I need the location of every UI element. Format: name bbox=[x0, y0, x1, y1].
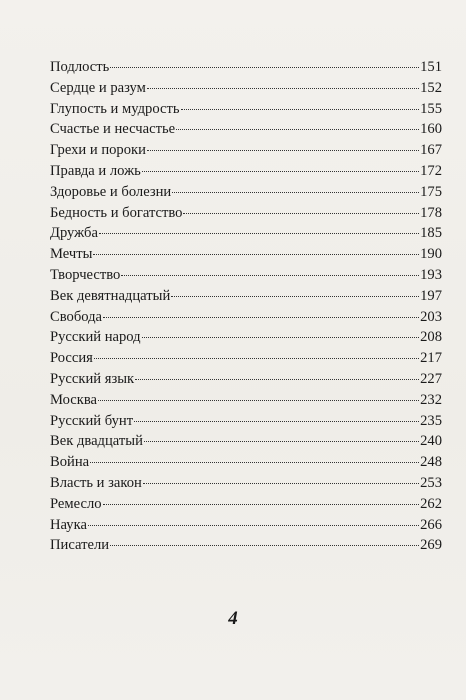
toc-entry-page: 193 bbox=[420, 266, 442, 283]
dot-leader bbox=[98, 400, 419, 401]
toc-entry bbox=[50, 99, 442, 120]
toc-entry-title: Здоровье и болезни bbox=[50, 183, 172, 200]
toc-entry-title: Ремесло bbox=[50, 495, 102, 512]
dot-leader bbox=[143, 483, 419, 484]
dot-leader bbox=[88, 525, 419, 526]
toc-entry-title: Свобода bbox=[50, 308, 103, 325]
toc-entry bbox=[50, 535, 442, 556]
toc-entry-page: 232 bbox=[420, 391, 442, 408]
toc-entry bbox=[50, 57, 442, 78]
toc-entry-title: Творчество bbox=[50, 266, 121, 283]
toc-entry-title: Глупость и мудрость bbox=[50, 100, 180, 117]
dot-leader bbox=[144, 441, 419, 442]
toc-entry bbox=[50, 182, 442, 203]
toc-entry-title: Правда и ложь bbox=[50, 162, 141, 179]
dot-leader bbox=[142, 171, 419, 172]
toc-entry-title: Грехи и пороки bbox=[50, 142, 146, 159]
toc-entry bbox=[50, 494, 442, 515]
toc-entry-title: Русский народ bbox=[50, 329, 141, 346]
dot-leader bbox=[90, 462, 419, 463]
toc-entry-page: 160 bbox=[420, 121, 442, 138]
toc-entry-page: 227 bbox=[420, 370, 442, 387]
toc-entry bbox=[50, 327, 442, 348]
toc-entry bbox=[50, 223, 442, 244]
toc-entry bbox=[50, 431, 442, 452]
toc-entry-page: 190 bbox=[420, 246, 442, 263]
toc-entry-page: 253 bbox=[420, 474, 442, 491]
toc-entry-title: Век девятнадцатый bbox=[50, 287, 171, 304]
dot-leader bbox=[147, 88, 419, 89]
toc-entry-page: 151 bbox=[420, 59, 442, 75]
toc-entry-page: 167 bbox=[420, 142, 442, 159]
dot-leader bbox=[142, 337, 419, 338]
toc-entry bbox=[50, 244, 442, 265]
toc-entry bbox=[50, 265, 442, 286]
toc-entry bbox=[50, 78, 442, 99]
toc-entry-title: Война bbox=[50, 454, 90, 471]
toc-entry-page: 266 bbox=[420, 516, 442, 533]
dot-leader bbox=[121, 275, 419, 276]
toc-entry-page: 175 bbox=[420, 183, 442, 200]
toc-entry-title: Сердце и разум bbox=[50, 79, 146, 96]
toc-entry-title: Дружба bbox=[50, 225, 98, 242]
toc-entry bbox=[50, 286, 442, 307]
toc-entry-title: Мечты bbox=[50, 246, 93, 263]
dot-leader bbox=[135, 379, 419, 380]
page-number: 4 bbox=[228, 608, 238, 629]
toc-entry-page: 172 bbox=[420, 162, 442, 179]
toc-entry bbox=[50, 411, 442, 432]
dot-leader bbox=[183, 213, 419, 214]
dot-leader bbox=[110, 545, 419, 546]
toc-entry bbox=[50, 473, 442, 494]
toc-entry-page: 217 bbox=[420, 350, 442, 367]
dot-leader bbox=[94, 358, 419, 359]
toc-entry-page: 152 bbox=[420, 79, 442, 96]
toc-entry-page: 262 bbox=[420, 495, 442, 512]
dot-leader bbox=[103, 504, 420, 505]
dot-leader bbox=[93, 254, 419, 255]
toc-entry-page: 185 bbox=[420, 225, 442, 242]
toc-entry-title: Русский бунт bbox=[50, 412, 134, 429]
toc-entry-title: Власть и закон bbox=[50, 474, 142, 491]
toc-entry-title: Москва bbox=[50, 391, 98, 408]
toc-entry-title: Счастье и несчастье bbox=[50, 121, 176, 138]
toc-entry-page: 203 bbox=[420, 308, 442, 325]
toc-entry-title: Бедность и богатство bbox=[50, 204, 183, 221]
toc-entry-page: 155 bbox=[420, 100, 442, 117]
toc-entry bbox=[50, 369, 442, 390]
dot-leader bbox=[110, 67, 419, 68]
toc-entry-page: 178 bbox=[420, 204, 442, 221]
toc-entry bbox=[50, 348, 442, 369]
toc-entry bbox=[50, 161, 442, 182]
dot-leader bbox=[181, 109, 420, 110]
toc-entry-title: Писатели bbox=[50, 537, 110, 554]
toc-entry-page: 197 bbox=[420, 287, 442, 304]
toc-entry-title: Россия bbox=[50, 350, 93, 367]
toc-entry bbox=[50, 390, 442, 411]
toc-entry-title: Подлость bbox=[50, 59, 110, 75]
toc-entry-page: 269 bbox=[420, 537, 442, 554]
toc-entry-page: 208 bbox=[420, 329, 442, 346]
dot-leader bbox=[176, 129, 419, 130]
toc-entry-page: 248 bbox=[420, 454, 442, 471]
toc-entry-title: Русский язык bbox=[50, 370, 135, 387]
toc-entry bbox=[50, 515, 442, 536]
toc-entry bbox=[50, 203, 442, 224]
dot-leader bbox=[172, 192, 419, 193]
toc-entry bbox=[50, 307, 442, 328]
toc-entry-title: Век двадцатый bbox=[50, 433, 143, 450]
toc-entry bbox=[50, 452, 442, 473]
dot-leader bbox=[103, 317, 419, 318]
dot-leader bbox=[99, 233, 419, 234]
toc-entry-title: Наука bbox=[50, 516, 87, 533]
toc-entry bbox=[50, 119, 442, 140]
table-of-contents bbox=[50, 57, 442, 556]
toc-entry bbox=[50, 140, 442, 161]
toc-entry-page: 240 bbox=[420, 433, 442, 450]
dot-leader bbox=[171, 296, 419, 297]
toc-entry-page: 235 bbox=[420, 412, 442, 429]
dot-leader bbox=[134, 421, 419, 422]
dot-leader bbox=[147, 150, 419, 151]
